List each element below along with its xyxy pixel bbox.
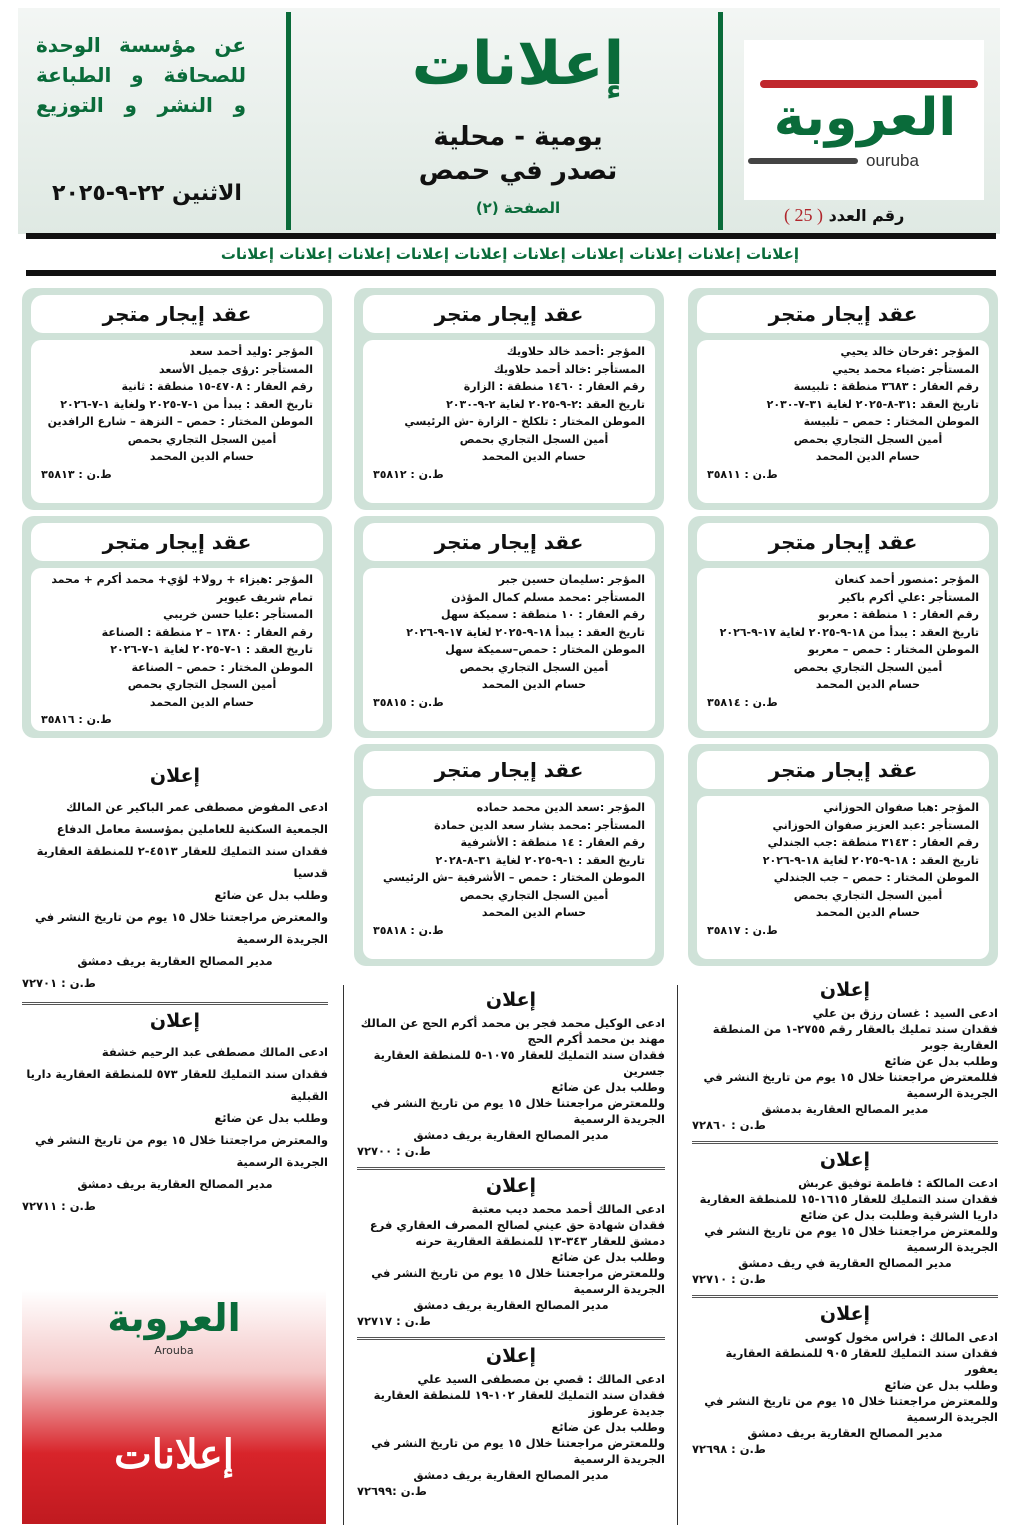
- notice: [692, 1302, 998, 1457]
- advertisement-banner: [22, 1290, 326, 1524]
- notice-line: ادعت المالكة : فاطمة توفيق عربش: [798, 1176, 998, 1190]
- ad-card-line: المؤجر :هيزاء + رولا+ لؤي+ محمد أكرم + محمد تمام شريف عيوير: [51, 573, 313, 604]
- issue-value: 25: [794, 205, 813, 225]
- notice-line: وطلب بدل عن ضائع: [551, 1420, 665, 1434]
- ad-card-line: المؤجر :فرحان خالد يحيي: [840, 345, 979, 358]
- publisher-line: للصحافة و الطباعة: [36, 63, 246, 87]
- notice-line: وللمعترض مراجعتنا خلال ١٥ يوم من تاريخ النشر في الجريدة الرسمية: [704, 1224, 998, 1254]
- notices-right-column: [692, 978, 998, 1457]
- notice-line: وللمعترض مراجعتنا خلال ١٥ يوم من تاريخ النشر في الجريدة الرسمية: [371, 1266, 665, 1296]
- ad-card: [688, 516, 998, 738]
- logo-red-stripe: [760, 80, 978, 88]
- ad-card: [688, 744, 998, 966]
- ad-card-body: [31, 340, 323, 503]
- separator: [357, 1167, 665, 1170]
- notice-reference: ط.ن : ٧٢٦٩٨: [692, 1442, 766, 1456]
- ad-card-line: الموطن المختار : حمص – جب الجندلي: [773, 871, 979, 884]
- ad-card: [22, 288, 332, 510]
- separator: [357, 1337, 665, 1340]
- ad-card-line: المؤجر :أحمد خالد حلاويك: [506, 345, 645, 358]
- ad-card-signature: حسام الدين المحمد: [815, 906, 921, 919]
- notice-line: فقدان سند التمليك للعقار ٤٥١٣-٢ للمنطقة العقارية قدسيا: [36, 844, 328, 880]
- ad-card-line: المؤجر :هبا صفوان الحوزاني: [823, 801, 979, 814]
- separator: [692, 1141, 998, 1144]
- ad-card-reference: ط.ن : ٣٥٨١٤: [707, 695, 778, 709]
- notice-reference: ط.ن : ٧٢٧١٧: [357, 1314, 431, 1328]
- notice-line: فقدان شهادة حق عيني لصالح المصرف العقاري فرع دمشق للعقار ٣٤٣-١٣ للمنطقة العقارية حرنه: [369, 1218, 665, 1248]
- issue-number: رقم العدد ( 25 ): [784, 205, 905, 225]
- notice-title: إعلان: [819, 1303, 871, 1325]
- ad-card: [354, 516, 664, 738]
- notice-line: ادعى المالك : قصي بن مصطفى السيد علي: [417, 1372, 665, 1386]
- notice-title: إعلان: [485, 1175, 537, 1197]
- ad-card-signature: أمين السجل التجاري بحمص: [459, 432, 609, 446]
- notice-line: ادعى المالك مصطفى عبد الرحيم خشفة: [101, 1045, 328, 1059]
- ad-card-title: عقد إيجار متجر: [697, 523, 989, 561]
- ad-card-body: [697, 340, 989, 503]
- ad-card-signature: حسام الدين المحمد: [481, 450, 587, 463]
- notice-reference: ط.ن : ٧٢٧٠١: [22, 976, 96, 990]
- issue-date: الاثنين ٢٢-٩-٢٠٢٥: [52, 181, 242, 206]
- ad-card: [354, 744, 664, 966]
- notice-line: فقدان سند تمليك بالعقار رقم ٢٧٥٥-١ من المنطقة العقارية جوبر: [712, 1022, 998, 1052]
- notice-line: وللمعترض مراجعتنا خلال ١٥ يوم من تاريخ النشر في الجريدة الرسمية: [371, 1096, 665, 1126]
- ad-card-body: [697, 568, 989, 731]
- ad-card-line: تاريخ العقد : يبدأ من ١-٧-٢٠٢٥ ولغاية ١-٧-٢٠٢٦: [60, 397, 313, 411]
- notice-signature: مدير المصالح العقارية بريف دمشق: [413, 1468, 609, 1482]
- ad-card-line: تاريخ العقد :٢-٩-٢٠٢٥ لغاية ٢-٩-٢٠٣٠: [446, 397, 645, 411]
- ad-card-line: رقم العقار : ١٤٦٠ منطقة : الزارة: [463, 380, 645, 393]
- notice-signature: مدير المصالح العقارية في ريف دمشق: [738, 1256, 952, 1270]
- ad-card-reference: ط.ن : ٣٥٨١٧: [707, 923, 778, 937]
- masthead: [18, 8, 1000, 234]
- notice-line: وطلب بدل عن ضائع: [551, 1250, 665, 1264]
- ad-card: [22, 516, 332, 738]
- ad-calligraphy: إعلانات: [114, 1431, 234, 1478]
- publisher-line: و النشر و التوزيع: [36, 93, 246, 117]
- ad-card-line: المؤجر :منصور أحمد كنعان: [834, 573, 979, 586]
- ad-card-line: الموطن المختار : حمص – الأشرفية –ش الرئيسي: [383, 871, 645, 884]
- page-number: الصفحة (٢): [475, 199, 561, 217]
- notices-left-column: [22, 760, 328, 1217]
- publisher-line: عن مؤسسة الوحدة: [36, 33, 246, 57]
- notice: [692, 1148, 998, 1287]
- notice-signature: مدير المصالح العقارية بريف دمشق: [77, 1177, 273, 1191]
- ad-logo-latin: Arouba: [154, 1344, 194, 1357]
- ad-card-title: عقد إيجار متجر: [363, 523, 655, 561]
- notice-line: فقدان سند التمليك للعقار ٩٠٥ للمنطقة العقارية يعفور: [725, 1346, 998, 1376]
- ad-card-line: تاريخ العقد :٣١-٨-٢٠٢٥ لغاية ٣١-٧-٢٠٣٠: [766, 397, 979, 411]
- ad-card-signature: حسام الدين المحمد: [481, 906, 587, 919]
- ad-card-line: المؤجر :سليمان حسين جبر: [498, 573, 645, 586]
- column-divider: [343, 985, 344, 1525]
- notice-line: وطلب بدل عن ضائع: [214, 888, 328, 902]
- ad-card-reference: ط.ن : ٣٥٨١٨: [373, 923, 444, 937]
- ad-card-signature: حسام الدين المحمد: [815, 678, 921, 691]
- ad-card-line: رقم العقار : ١٠ منطقة : سميكة سهل: [441, 608, 645, 621]
- notice-line: فقدان سند التمليك للعقار ١٠٢-١٩ للمنطقة العقارية جديدة عرطوز: [373, 1388, 665, 1418]
- issue-label: رقم العدد: [828, 206, 905, 225]
- ad-card-line: المستأجر :عبد العزيز صفوان الحوزاني: [772, 818, 979, 832]
- notice: [692, 978, 998, 1133]
- ad-card-line: رقم العقار : ٤٧٠٨-١٥ منطقة : ثانية: [121, 380, 313, 393]
- column-divider: [677, 985, 678, 1525]
- notice-line: وطلب بدل عن ضائع: [884, 1378, 998, 1392]
- notice-reference: ط.ن : ٧٢٧١١: [22, 1199, 96, 1213]
- notice-title: إعلان: [485, 1345, 537, 1367]
- notice-reference: ط.ن : ٧٢٧٠٠: [357, 1144, 431, 1158]
- notice-title: إعلان: [819, 979, 871, 1001]
- ad-card-line: المستأجر :رؤى جميل الأسعد: [159, 362, 313, 376]
- ad-card-line: المستأجر :محمد مسلم كمال المؤذن: [451, 590, 645, 604]
- ad-card-reference: ط.ن : ٣٥٨١٣: [41, 467, 112, 481]
- separator: [22, 1002, 328, 1005]
- ad-logo: العروبة: [107, 1296, 241, 1340]
- rule: [26, 270, 996, 276]
- ad-card-title: عقد إيجار متجر: [31, 295, 323, 333]
- notice-signature: مدير المصالح العقارية بريف دمشق: [413, 1128, 609, 1142]
- ad-card-signature: أمين السجل التجاري بحمص: [793, 888, 943, 902]
- notice-signature: مدير المصالح العقارية بريف دمشق: [747, 1426, 943, 1440]
- notice-reference: ط.ن : ٧٢٧١٠: [692, 1272, 766, 1286]
- ad-card-line: المستأجر :علي أكرم باكير: [839, 590, 979, 604]
- ad-card-line: الموطن المختار : حمص – تلبيسة: [803, 415, 979, 428]
- ad-card-line: المستأجر :عليا حسن خريبي: [163, 608, 313, 621]
- ad-card-line: رقم العقار : ١٣٨٠ – ٢ منطقة : الصناعة: [101, 625, 313, 639]
- notice-line: وللمعترض مراجعتنا خلال ١٥ يوم من تاريخ النشر في الجريدة الرسمية: [371, 1436, 665, 1466]
- ad-card-line: رقم العقار : ١٤ منطقة : الأشرفية: [460, 836, 645, 849]
- ad-card-signature: حسام الدين المحمد: [149, 450, 255, 463]
- ad-card-line: رقم العقار : ٣١٤٣ منطقة :جب الجندلي: [767, 836, 979, 849]
- ad-card-line: رقم العقار : ٣٦٨٣ منطقة : تلبيسة: [793, 380, 979, 393]
- notice-line: ادعى المفوض مصطفى عمر الباكير عن المالك الجمعية السكنية للعاملين بمؤسسة معامل الدفاع: [56, 800, 328, 836]
- divider: [286, 12, 291, 230]
- notice: [357, 988, 665, 1159]
- ad-card-title: عقد إيجار متجر: [697, 295, 989, 333]
- ad-card-line: الموطن المختار : حمص–سميكة سهل: [445, 643, 645, 656]
- notice-line: ادعى الوكيل محمد فجر بن محمد أكرم الحج عن المالك مهند بن محمد أكرم الحج: [360, 1016, 665, 1046]
- notice-signature: مدير المصالح العقارية بريف دمشق: [413, 1298, 609, 1312]
- notice-line: فقدان سند التمليك للعقار ٥٧٣ للمنطقة العقارية داريا القبلية: [26, 1067, 328, 1103]
- ad-card-body: [363, 796, 655, 959]
- section-ticker: إعلانات إعلانات إعلانات إعلانات إعلانات إعلانات إعلانات إعلانات إعلانات إعلانات: [220, 245, 800, 263]
- notice-line: ادعى السيد : غسان رزق بن علي: [812, 1006, 998, 1020]
- ad-card-reference: ط.ن : ٣٥٨١٢: [373, 467, 444, 481]
- page-title: إعلانات: [411, 29, 625, 99]
- subtitle: يومية - محلية: [433, 122, 603, 152]
- publisher: [36, 30, 246, 120]
- notice-title: إعلان: [149, 1010, 201, 1032]
- notice-reference: ط.ن : ٧٢٨٦٠: [692, 1118, 766, 1132]
- ad-card-line: تاريخ العقد : يبدأ من ١٨-٩-٢٠٢٥ لغاية ١٧-٩-٢٠٢٦: [719, 625, 979, 639]
- ad-card-signature: أمين السجل التجاري بحمص: [793, 432, 943, 446]
- ad-card-signature: أمين السجل التجاري بحمص: [793, 660, 943, 674]
- notice-reference: ط.ن :٧٢٦٩٩: [357, 1484, 427, 1498]
- notice: [22, 764, 328, 994]
- logo-latin: ouruba: [866, 151, 919, 170]
- ad-card-line: المؤجر :وليد أحمد سعد: [189, 345, 313, 358]
- ad-card-body: [697, 796, 989, 959]
- ad-card-line: الموطن المختار : حمص – الصناعة: [131, 660, 313, 674]
- notice: [357, 1344, 665, 1499]
- notice-line: وطلب بدل عن ضائع: [884, 1054, 998, 1068]
- notice-line: فقدان سند التمليك للعقار ١٦١٥-١٥ للمنطقة العقارية داريا الشرقية وطلبت بدل عن ضائع: [699, 1192, 998, 1222]
- logo-arabic: العروبة: [773, 88, 957, 148]
- ad-card-signature: حسام الدين المحمد: [481, 678, 587, 691]
- ad-card-signature: أمين السجل التجاري بحمص: [127, 678, 277, 691]
- notice-signature: مدير المصالح العقارية بدمشق: [761, 1102, 929, 1116]
- ad-card-line: المستأجر :محمد بشار سعد الدين حمادة: [434, 818, 645, 832]
- notice-line: وطلب بدل عن ضائع: [214, 1111, 328, 1125]
- notice-title: إعلان: [819, 1149, 871, 1171]
- notice-line: ادعى المالك أحمد محمد ديب معتبة: [471, 1202, 665, 1216]
- divider: [718, 12, 723, 230]
- subtitle: تصدر في حمص: [418, 156, 618, 186]
- notice: [357, 1174, 665, 1329]
- ad-card-title: عقد إيجار متجر: [363, 295, 655, 333]
- ad-card-line: الموطن المختار : تلكلخ - الزارة -ش الرئيسي: [404, 415, 645, 428]
- notice-line: وطلب بدل عن ضائع: [551, 1080, 665, 1094]
- notice-line: ادعى المالك : فراس مخول كوسى: [804, 1330, 998, 1344]
- notice-title: إعلان: [485, 989, 537, 1011]
- ad-card-line: رقم العقار : ١ منطقة : معربو: [818, 608, 979, 621]
- ad-card-signature: حسام الدين المحمد: [149, 695, 255, 709]
- ad-card-line: تاريخ العقد : ١-٩-٢٠٢٥ لغاية ٣١-٨-٢٠٢٨: [435, 853, 645, 867]
- newspaper-logo: [744, 40, 984, 200]
- notice-line: وللمعترض مراجعتنا خلال ١٥ يوم من تاريخ النشر في الجريدة الرسمية: [704, 1394, 998, 1424]
- notice: [22, 1009, 328, 1217]
- ad-card-line: المستأجر :خالد أحمد حلاويك: [493, 362, 645, 376]
- ad-card-signature: حسام الدين المحمد: [815, 450, 921, 463]
- ad-card: [354, 288, 664, 510]
- notices-middle-column: [357, 988, 665, 1499]
- ad-card-line: الموطن المختار : حمص – النزهة – شارع الرافدين: [47, 415, 313, 428]
- ad-card-body: [363, 568, 655, 731]
- ad-card-reference: ط.ن : ٣٥٨١٦: [41, 713, 112, 726]
- notice-line: فقدان سند التمليك للعقار ١٠٧٥-٥ للمنطقة العقارية جسرين: [373, 1048, 665, 1078]
- notice-title: إعلان: [149, 765, 201, 787]
- ad-card-line: المؤجر :سعد الدين محمد حماده: [476, 801, 645, 814]
- ad-card-line: الموطن المختار : حمص – معربو: [808, 643, 979, 656]
- rule: [26, 233, 996, 239]
- ad-card-signature: أمين السجل التجاري بحمص: [459, 660, 609, 674]
- ad-card-title: عقد إيجار متجر: [697, 751, 989, 789]
- ad-card: [688, 288, 998, 510]
- ad-card-body: [31, 568, 323, 731]
- ad-card-reference: ط.ن : ٣٥٨١١: [707, 467, 778, 481]
- ad-card-line: تاريخ العقد : يبدأ ١٨-٩-٢٠٢٥ لغاية ١٧-٩-٢٠٢٦: [406, 625, 645, 639]
- ad-card-title: عقد إيجار متجر: [363, 751, 655, 789]
- ad-card-line: تاريخ العقد : ١-٧-٢٠٢٥ لغاية ١-٧-٢٠٢٦: [110, 643, 313, 656]
- ad-card-line: تاريخ العقد : ١٨-٩-٢٠٢٥ لغاية ١٨-٩-٢٠٢٦: [762, 853, 979, 867]
- notice-line: والمعترض مراجعتنا خلال ١٥ يوم من تاريخ النشر في الجريدة الرسمية: [35, 1133, 328, 1169]
- notice-signature: مدير المصالح العقارية بريف دمشق: [77, 954, 273, 968]
- notice-line: والمعترض مراجعتنا خلال ١٥ يوم من تاريخ النشر في الجريدة الرسمية: [35, 910, 328, 946]
- logo-grey-stripe: [748, 158, 858, 164]
- ad-card-body: [363, 340, 655, 503]
- ad-card-reference: ط.ن : ٣٥٨١٥: [373, 695, 444, 709]
- ad-card-signature: أمين السجل التجاري بحمص: [459, 888, 609, 902]
- ad-card-signature: أمين السجل التجاري بحمص: [127, 432, 277, 446]
- ad-card-line: المستأجر :ضياء محمد يحيي: [832, 362, 979, 376]
- notice-line: فللمعترض مراجعتنا خلال ١٥ يوم من تاريخ النشر في الجريدة الرسمية: [703, 1070, 998, 1100]
- separator: [692, 1295, 998, 1298]
- ad-card-title: عقد إيجار متجر: [31, 523, 323, 561]
